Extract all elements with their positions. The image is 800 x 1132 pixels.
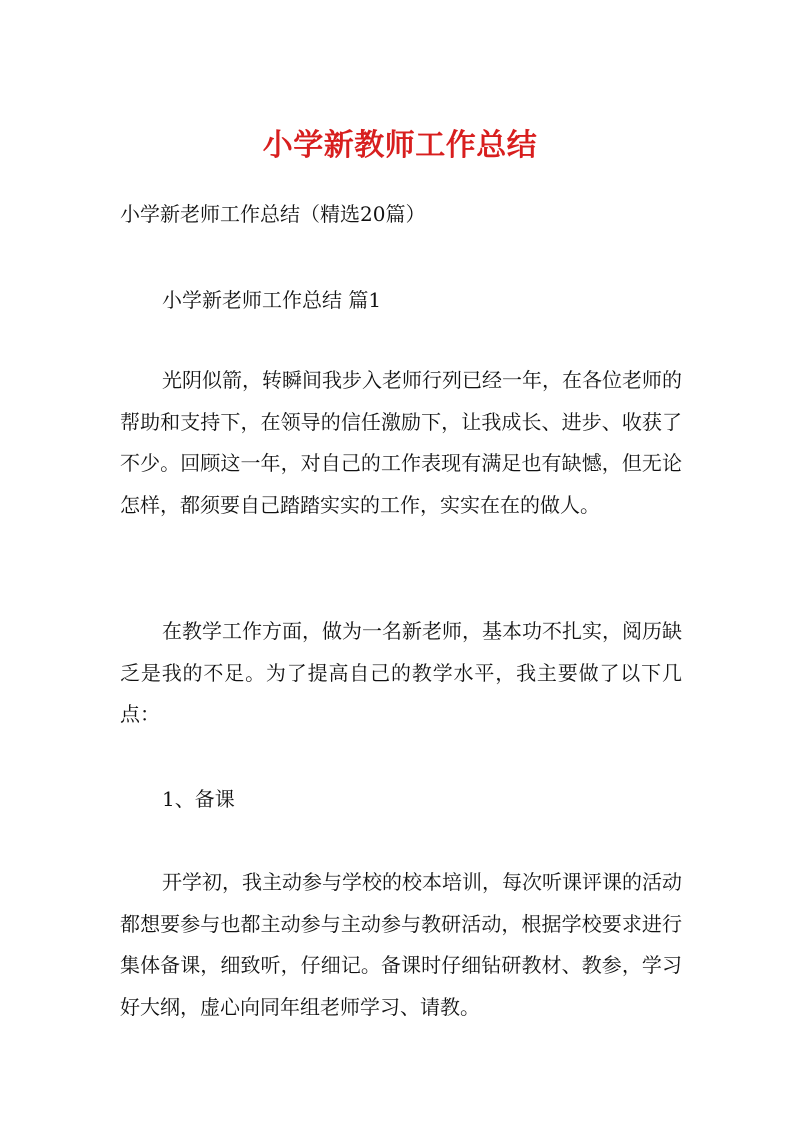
document-subtitle: 小学新老师工作总结（精选20篇） xyxy=(120,202,426,226)
document-title: 小学新教师工作总结 xyxy=(262,128,538,163)
paragraph-3: 开学初，我主动参与学校的校本培训，每次听课评课的活动都想要参与也都主动参与主动参与教研活动，根据学校要求进行集体备课，细致听，仔细记。备课时仔细钻研教材、教参，学习好大纲，虚心向同年组老师学习、请教。 xyxy=(120,870,682,1019)
section-heading: 小学新老师工作总结 篇1 xyxy=(162,288,382,312)
paragraph-1: 光阴似箭，转瞬间我步入老师行列已经一年，在各位老师的帮助和支持下，在领导的信任激励下，让我成长、进步、收获了不少。回顾这一年，对自己的工作表现有满足也有缺憾，但无论怎样，都须要自己踏踏实实的工作，实实在在的做人。 xyxy=(120,368,682,517)
paragraph-2: 在教学工作方面，做为一名新老师，基本功不扎实，阅历缺乏是我的不足。为了提高自己的教学水平，我主要做了以下几点： xyxy=(120,619,682,726)
item-heading-lesson-prep: 1、备课 xyxy=(162,787,235,811)
